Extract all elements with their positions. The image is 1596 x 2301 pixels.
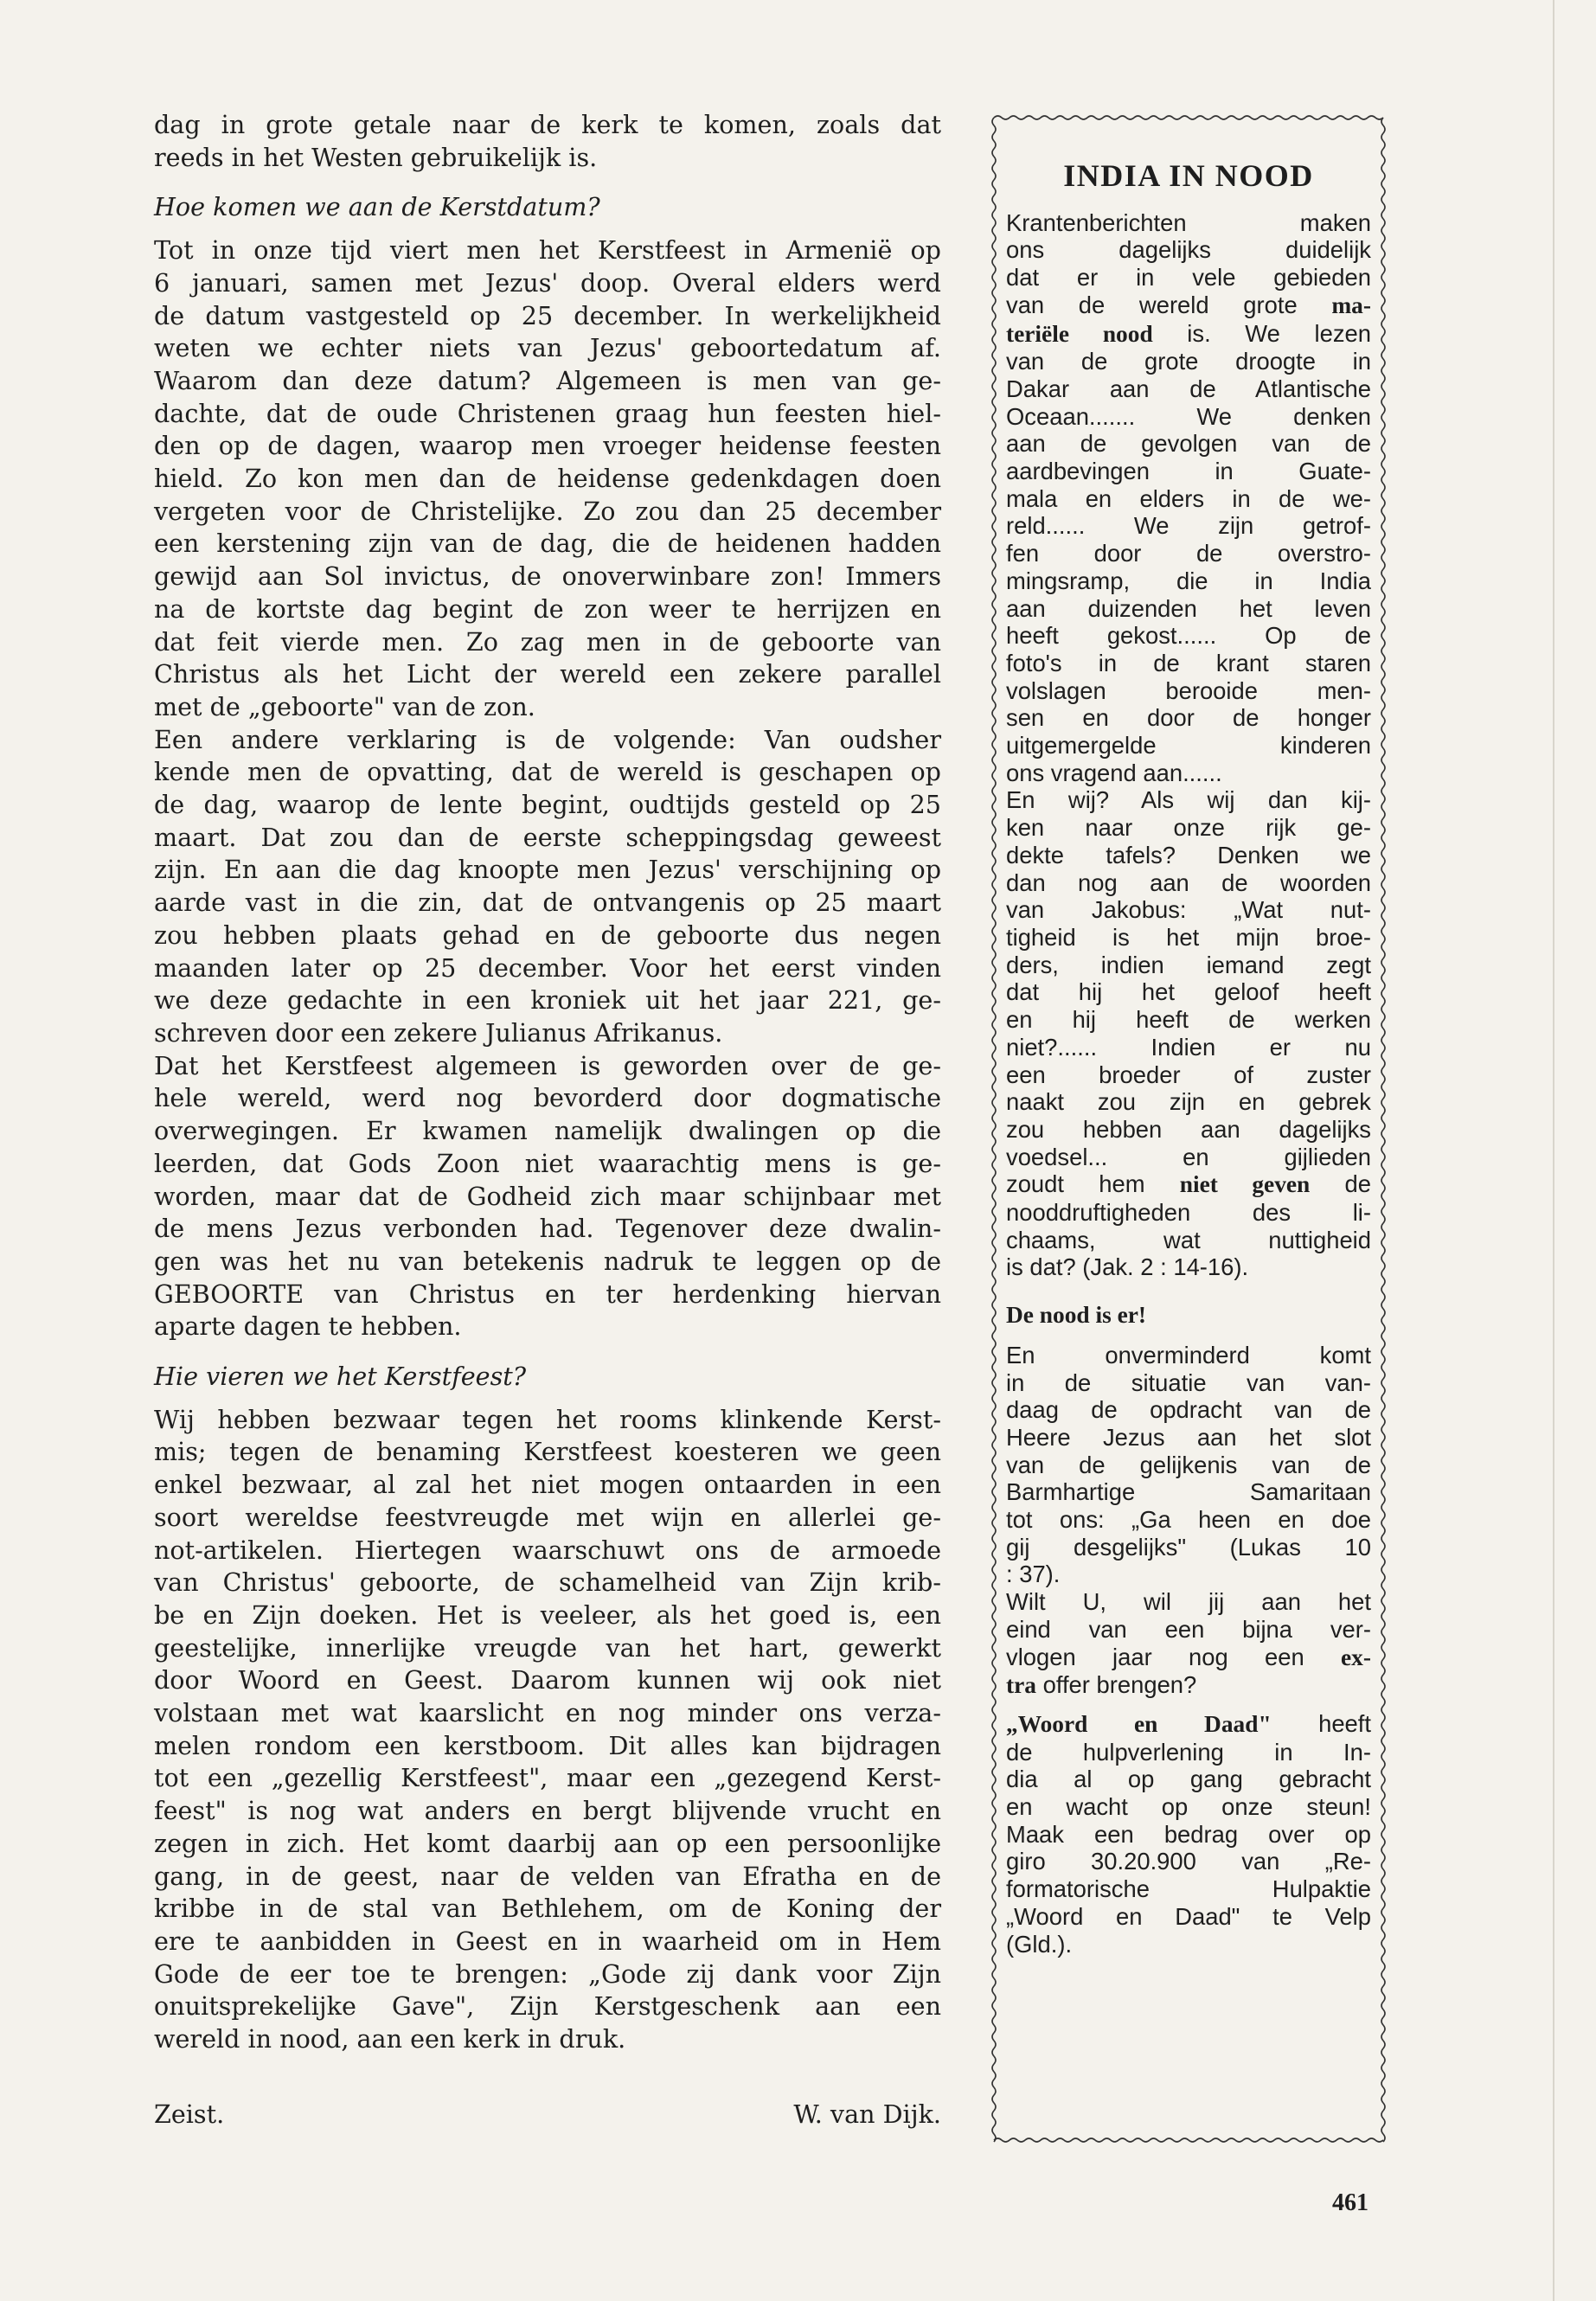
article-line: maanden later op 25 december. Voor het eerst vinden — [154, 952, 941, 983]
india-in-nood-box — [989, 112, 1388, 2145]
article-line: onuitsprekelijke Gave", Zijn Kerstgeschenk aan een — [154, 1991, 941, 2022]
article-line: zegen in zich. Het komt daarbij aan op een persoonlijke — [154, 1828, 941, 1858]
box-line: voedsel... en gijlieden — [1006, 1143, 1371, 1170]
article-line: Waarom dan deze datum? Algemeen is men van ge- — [154, 365, 941, 395]
box-line: ons vragend aan...... — [1006, 759, 1222, 786]
signature-author: W. van Dijk. — [793, 2099, 941, 2129]
box-line: Maak een bedrag over op — [1006, 1820, 1371, 1848]
box-line: mala en elders in de we- — [1006, 484, 1371, 512]
article-line: de dag, waarop de lente begint, oudtijds gesteld op 25 — [154, 790, 941, 820]
box-line: ons dagelijks duidelijk — [1006, 236, 1371, 264]
box-line: de hulpverlening in In- — [1006, 1738, 1371, 1766]
signature-place: Zeist. — [154, 2099, 225, 2129]
main-article — [154, 109, 941, 2056]
article-line: Christus als het Licht der wereld een zekere parallel — [154, 659, 941, 689]
box-line: giro 30.20.900 van „Re- — [1006, 1848, 1371, 1875]
article-line: dat feit vierde men. Zo zag men in de geboorte van — [154, 626, 941, 657]
article-line: aparte dagen te hebben. — [154, 1311, 462, 1342]
box-line: van Jakobus: „Wat nut- — [1006, 896, 1371, 924]
article-line: volstaan met wat kaarslicht en nog minder ons verza- — [154, 1698, 941, 1728]
box-line: „Woord en Daad" heeft — [1006, 1709, 1372, 1737]
article-line: na de kortste dag begint de zon weer te herrijzen en — [154, 593, 941, 624]
box-line: sen en door de honger — [1006, 704, 1371, 732]
box-line: : 37). — [1006, 1561, 1061, 1588]
box-line: Wilt U, wil jij aan het — [1006, 1588, 1371, 1616]
box-line: „Woord en Daad" te Velp — [1006, 1902, 1371, 1930]
article-line: not-artikelen. Hiertegen waarschuwt ons de armoede — [154, 1535, 941, 1565]
box-line: tot ons: „Ga heen en doe — [1006, 1506, 1371, 1534]
box-line: Barmhartige Samaritaan — [1006, 1478, 1371, 1506]
box-line: dat hij het geloof heeft — [1006, 978, 1371, 1006]
box-line: dekte tafels? Denken we — [1006, 841, 1371, 868]
box-line: tigheid is het mijn broe- — [1006, 923, 1371, 951]
article-line: Een andere verklaring is de volgende: Van oudsher — [154, 724, 941, 754]
box-line: gij desgelijks" (Lukas 10 — [1006, 1533, 1371, 1561]
article-line: hele wereld, werd nog bevorderd door dogmatische — [154, 1083, 941, 1113]
article-line: gang, in de geest, naar de velden van Efratha en de — [154, 1861, 941, 1891]
article-line: den op de dagen, waarop men vroeger heidense feesten — [154, 431, 941, 461]
article-line: aarde vast in die zin, dat de ontvangenis op 25 maart — [154, 888, 941, 918]
box-line: Dakar aan de Atlantische — [1006, 375, 1371, 402]
box-line: chaams, wat nuttigheid — [1006, 1226, 1371, 1253]
box-line: in de situatie van van- — [1006, 1368, 1371, 1396]
box-title: INDIA IN NOOD — [1063, 158, 1314, 193]
article-line: tot een „gezellig Kerstfeest", maar een „gezegend Kerst- — [154, 1763, 941, 1793]
article-line: Dat het Kerstfeest algemeen is geworden over de ge- — [154, 1050, 941, 1080]
box-line: van de gelijkenis van de — [1006, 1451, 1371, 1478]
section-heading: Hoe komen we aan de Kerstdatum? — [154, 192, 600, 222]
article-line: kribbe in de stal van Bethlehem, om de Koning der — [154, 1894, 941, 1924]
article-line: vergeten voor de Christelijke. Zo zou dan 25 december — [154, 496, 941, 526]
box-line: fen door de overstro- — [1006, 540, 1371, 567]
box-line: aardbevingen in Guate- — [1006, 458, 1371, 485]
box-line: en wacht op onze steun! — [1006, 1793, 1371, 1821]
article-line: zou hebben plaats gehad en de geboorte dus negen — [154, 920, 941, 950]
article-line: feest" is nog wat anders en bergt blijvende vrucht en — [154, 1796, 941, 1826]
box-line: volslagen berooide men- — [1006, 676, 1371, 704]
box-line: nooddruftigheden des li- — [1006, 1199, 1371, 1227]
article-line: melen rondom een kerstboom. Dit alles kan bijdragen — [154, 1730, 941, 1760]
section-heading: Hie vieren we het Kerstfeest? — [154, 1362, 527, 1392]
box-line: dat er in vele gebieden — [1006, 264, 1371, 292]
article-line: mis; tegen de benaming Kerstfeest koesteren we geen — [154, 1437, 941, 1467]
article-line: Wij hebben bezwaar tegen het rooms klinkende Kerst- — [154, 1404, 941, 1434]
box-line: zou hebben aan dagelijks — [1006, 1115, 1371, 1143]
article-line: gewijd aan Sol invictus, de onoverwinbare zon! Immers — [154, 561, 941, 592]
article-line: 6 januari, samen met Jezus' doop. Overal elders werd — [154, 267, 941, 298]
article-line: soort wereldse feestvreugde met wijn en allerlei ge- — [154, 1502, 941, 1532]
article-line: be en Zijn doeken. Het is veeleer, als het goed is, een — [154, 1599, 941, 1630]
box-line: aan de gevolgen van de — [1006, 430, 1371, 458]
box-line: niet?...... Indien er nu — [1006, 1033, 1371, 1061]
box-line: teriële nood is. We lezen — [1006, 319, 1371, 347]
box-line: Krantenberichten maken — [1006, 208, 1371, 236]
article-line: we deze gedachte in een kroniek uit het jaar 221, ge- — [154, 985, 941, 1016]
page-number: 461 — [1332, 2189, 1368, 2216]
box-line: naakt zou zijn en gebrek — [1006, 1088, 1371, 1116]
article-line: een kerstening zijn van de dag, die de heidenen hadden — [154, 529, 941, 559]
box-line: uitgemergelde kinderen — [1006, 732, 1371, 760]
box-line: Oceaan....... We denken — [1006, 402, 1371, 430]
article-line: de datum vastgesteld op 25 december. In werkelijkheid — [154, 300, 941, 330]
box-line: formatorische Hulpaktie — [1006, 1875, 1371, 1903]
box-line: aan duizenden het leven — [1006, 594, 1371, 622]
box-line: tra offer brengen? — [1006, 1671, 1197, 1699]
article-line: enkel bezwaar, al zal het niet mogen ontaarden in een — [154, 1470, 941, 1500]
box-line: vlogen jaar nog een ex- — [1006, 1643, 1371, 1670]
box-line: reld...... We zijn getrof- — [1006, 512, 1371, 540]
article-line: reeds in het Westen gebruikelijk is. — [154, 142, 598, 172]
article-line: ere te aanbidden in Geest en in waarheid om in Hem — [154, 1926, 941, 1956]
box-line: ders, indien iemand zegt — [1006, 951, 1371, 978]
article-line: maart. Dat zou dan de eerste scheppingsdag geweest — [154, 822, 941, 852]
box-subheading: De nood is er! — [1006, 1302, 1147, 1329]
box-line: daag de opdracht van de — [1006, 1396, 1371, 1424]
article-line: Tot in onze tijd viert men het Kerstfeest in Armenië op — [154, 235, 941, 266]
box-line: En onverminderd komt — [1006, 1341, 1371, 1368]
article-line: Gode de eer toe te brengen: „Gode zij dank voor Zijn — [154, 1958, 941, 1989]
box-line: (Gld.). — [1006, 1930, 1073, 1958]
scan-edge-line — [1553, 0, 1554, 2301]
article-line: wereld in nood, aan een kerk in druk. — [154, 2024, 626, 2054]
article-line: met de „geboorte" van de zon. — [154, 691, 535, 721]
article-line: schreven door een zekere Julianus Afrikanus. — [154, 1017, 723, 1048]
article-line: van Christus' geboorte, de schamelheid van Zijn krib- — [154, 1567, 941, 1598]
article-line: gen was het nu van betekenis nadruk te leggen op de — [154, 1246, 941, 1276]
box-line: dia al op gang gebracht — [1006, 1766, 1371, 1793]
article-line: door Woord en Geest. Daarom kunnen wij ook niet — [154, 1665, 941, 1695]
article-line: dag in grote getale naar de kerk te komen, zoals dat — [154, 110, 941, 139]
article-line: worden, maar dat de Godheid zich maar schijnbaar met — [154, 1181, 941, 1211]
article-line: kende men de opvatting, dat de wereld is geschapen op — [154, 757, 941, 787]
article-line: overwegingen. Er kwamen namelijk dwalingen op die — [154, 1116, 941, 1146]
box-line: eind van een bijna ver- — [1006, 1615, 1371, 1643]
box-line: is dat? (Jak. 2 : 14-16). — [1006, 1253, 1249, 1281]
article-line: dachte, dat de oude Christenen graag hun feesten hiel- — [154, 398, 941, 428]
box-line: Heere Jezus aan het slot — [1006, 1423, 1371, 1451]
box-line: van de wereld grote ma- — [1006, 291, 1371, 318]
box-line: foto's in de krant staren — [1006, 649, 1371, 676]
article-line: geestelijke, innerlijke vreugde van het hart, gewerkt — [154, 1632, 941, 1663]
box-content — [1006, 158, 1372, 1958]
article-line: weten we echter niets van Jezus' geboortedatum af. — [154, 333, 941, 363]
box-line: dan nog aan de woorden — [1006, 868, 1371, 896]
box-line: een broeder of zuster — [1006, 1061, 1371, 1088]
article-line: GEBOORTE van Christus en ter herdenking hiervan — [154, 1279, 941, 1309]
box-line: van de grote droogte in — [1006, 348, 1371, 375]
box-line: En wij? Als wij dan kij- — [1006, 786, 1371, 814]
box-line: zoudt hem niet geven de — [1006, 1170, 1371, 1198]
article-line: hield. Zo kon men dan de heidense gedenkdagen doen — [154, 464, 941, 494]
box-line: en hij heeft de werken — [1006, 1006, 1371, 1034]
box-line: ken naar onze rijk ge- — [1006, 814, 1371, 842]
article-line: de mens Jezus verbonden had. Tegenover deze dwalin- — [154, 1214, 941, 1244]
article-line: leerden, dat Gods Zoon niet waarachtig mens is ge- — [154, 1148, 941, 1178]
box-line: mingsramp, die in India — [1006, 567, 1371, 594]
article-line: zijn. En aan die dag knoopte men Jezus' verschijning op — [154, 855, 941, 885]
box-line: heeft gekost...... Op de — [1006, 622, 1371, 650]
